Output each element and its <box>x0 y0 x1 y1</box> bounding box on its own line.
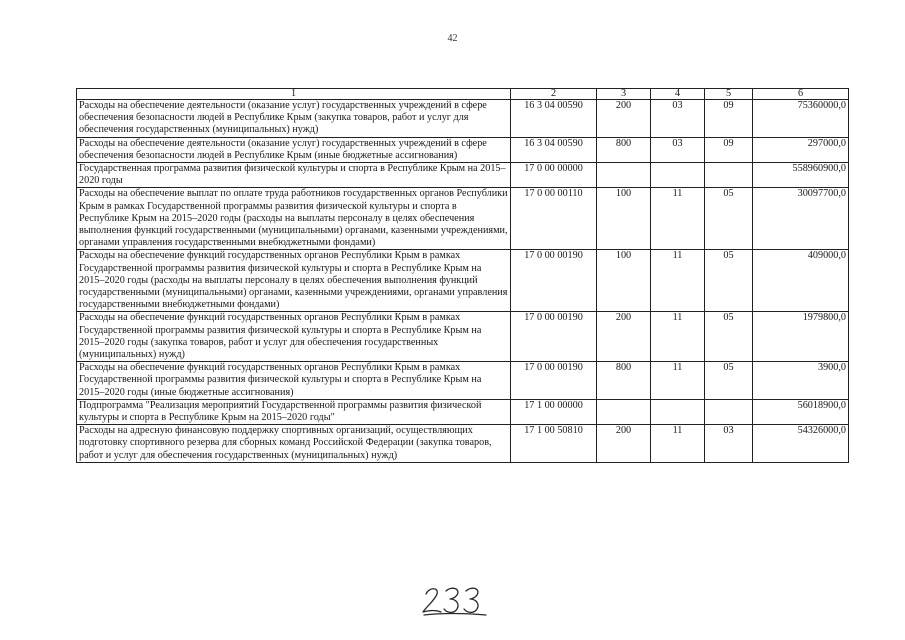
row-description: Государственная программа развития физической культуры и спорта в Республике Крым на 2015–2020 годы <box>77 163 511 188</box>
table-row <box>77 425 849 463</box>
row-description: Расходы на обеспечение деятельности (оказание услуг) государственных учреждений в сфере обеспечения безопасности людей в Республике Крым (закупка товаров, работ и услуг для обеспечения государственных (муниципальных) нужд) <box>77 100 511 138</box>
table-row <box>77 399 849 424</box>
row-subsection: 09 <box>705 137 753 162</box>
row-subsection: 05 <box>705 362 753 400</box>
column-header: 6 <box>753 89 849 100</box>
row-description: Расходы на обеспечение функций государственных органов Республики Крым в рамках Государственной программы развития физической культуры и спорта в Республике Крым на 2015–2020 годы (расходы на выплаты персоналу в целях обеспечения выполнения функций государственными (муниципальными) органами, казенными учреждениями, органами управления государственными внебюджетными фондами) <box>77 250 511 312</box>
table-row <box>77 188 849 250</box>
row-expense-type: 800 <box>597 362 651 400</box>
row-amount: 3900,0 <box>753 362 849 400</box>
row-expense-type: 100 <box>597 188 651 250</box>
row-code: 17 0 00 00190 <box>511 362 597 400</box>
row-subsection: 03 <box>705 425 753 463</box>
row-expense-type: 800 <box>597 137 651 162</box>
row-section: 11 <box>651 362 705 400</box>
row-amount: 558960900,0 <box>753 163 849 188</box>
table-row <box>77 250 849 312</box>
column-header: 3 <box>597 89 651 100</box>
row-subsection <box>705 163 753 188</box>
row-amount: 56018900,0 <box>753 399 849 424</box>
row-subsection: 05 <box>705 250 753 312</box>
column-header: 5 <box>705 89 753 100</box>
table-row <box>77 100 849 138</box>
table-row <box>77 312 849 362</box>
page-number: 42 <box>447 33 458 44</box>
row-expense-type: 200 <box>597 312 651 362</box>
row-description: Подпрограмма "Реализация мероприятий Государственной программы развития физической культуры и спорта в Республике Крым на 2015–2020 годы" <box>77 399 511 424</box>
row-amount: 1979800,0 <box>753 312 849 362</box>
row-amount: 30097700,0 <box>753 188 849 250</box>
table-row <box>77 163 849 188</box>
row-section: 11 <box>651 312 705 362</box>
row-section <box>651 399 705 424</box>
column-header: 1 <box>77 89 511 100</box>
row-description: Расходы на обеспечение выплат по оплате труда работников государственных органов Республики Крым в рамках Государственной программы развития физической культуры и спорта в Республике Крым на 2015–2020 годы (расходы на выплаты персоналу в целях обеспечения выполнения функций государственными (муниципальными) органами, казенными учреждениями, органами управления государственными внебюджетными фондами) <box>77 188 511 250</box>
row-description: Расходы на обеспечение деятельности (оказание услуг) государственных учреждений в сфере обеспечения безопасности людей в Республике Крым (иные бюджетные ассигнования) <box>77 137 511 162</box>
table-header-row <box>77 89 849 100</box>
row-section: 03 <box>651 137 705 162</box>
row-section: 11 <box>651 425 705 463</box>
row-code: 17 0 00 00190 <box>511 312 597 362</box>
row-amount: 297000,0 <box>753 137 849 162</box>
row-amount: 54326000,0 <box>753 425 849 463</box>
row-code: 17 0 00 00190 <box>511 250 597 312</box>
row-subsection: 05 <box>705 312 753 362</box>
row-description: Расходы на обеспечение функций государственных органов Республики Крым в рамках Государственной программы развития физической культуры и спорта в Республике Крым на 2015–2020 годы (закупка товаров, работ и услуг для обеспечения государственных (муниципальных) нужд) <box>77 312 511 362</box>
row-amount: 409000,0 <box>753 250 849 312</box>
row-section: 11 <box>651 188 705 250</box>
row-expense-type: 200 <box>597 425 651 463</box>
row-code: 16 3 04 00590 <box>511 137 597 162</box>
row-section: 11 <box>651 250 705 312</box>
row-code: 17 1 00 00000 <box>511 399 597 424</box>
row-expense-type <box>597 163 651 188</box>
row-code: 17 0 00 00000 <box>511 163 597 188</box>
column-header: 2 <box>511 89 597 100</box>
row-code: 16 3 04 00590 <box>511 100 597 138</box>
row-subsection <box>705 399 753 424</box>
table-row <box>77 362 849 400</box>
row-expense-type: 100 <box>597 250 651 312</box>
row-expense-type: 200 <box>597 100 651 138</box>
row-description: Расходы на адресную финансовую поддержку спортивных организаций, осуществляющих подготовку спортивного резерва для сборных команд Российской Федерации (закупка товаров, работ и услуг для обеспечения государственных (муниципальных) нужд) <box>77 425 511 463</box>
row-section: 03 <box>651 100 705 138</box>
row-section <box>651 163 705 188</box>
row-code: 17 0 00 00110 <box>511 188 597 250</box>
budget-table <box>76 88 849 463</box>
row-subsection: 09 <box>705 100 753 138</box>
row-expense-type <box>597 399 651 424</box>
row-subsection: 05 <box>705 188 753 250</box>
row-description: Расходы на обеспечение функций государственных органов Республики Крым в рамках Государственной программы развития физической культуры и спорта в Республике Крым на 2015–2020 годы (иные бюджетные ассигнования) <box>77 362 511 400</box>
column-header: 4 <box>651 89 705 100</box>
row-amount: 75360000,0 <box>753 100 849 138</box>
row-code: 17 1 00 50810 <box>511 425 597 463</box>
handwritten-page-number-signature <box>420 582 490 618</box>
table-row <box>77 137 849 162</box>
